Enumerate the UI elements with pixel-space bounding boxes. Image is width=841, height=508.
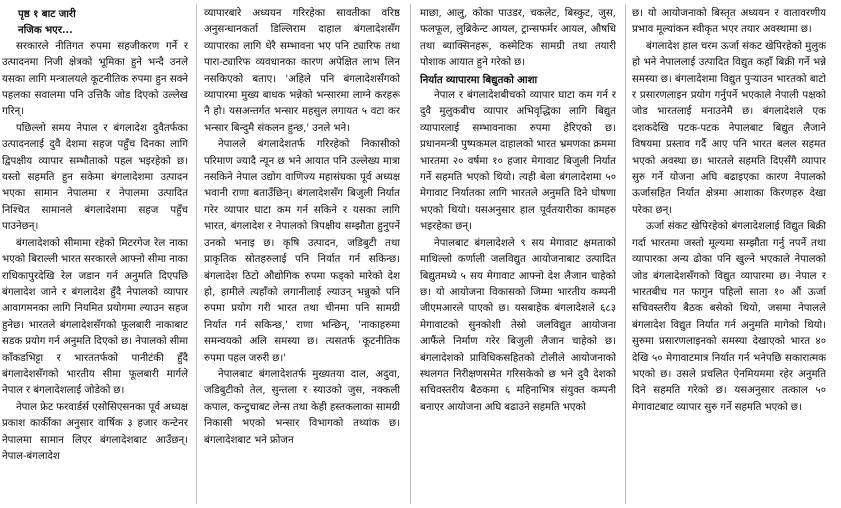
paragraph: ऊर्जा संकट खेपिरहेको बंगलादेशलाई विद्युत बिक्री गर्दा भारतमा जस्तो मूल्यमा सम्झौता गर्नु नपर्ने तथा व्यापारका अन्य ढोका पनि खुल्ने भएकाले नेपालको जोड बंगलादेशसँगको विद्युत व्यापारमा छ। नेपाल र भारतबीच गत फागुन पहिलो साता १० औं ऊर्जा सचिवस्तरीय बैठक बसेको थियो, जसमा नेपालले बंगलादेश विद्युत निर्यात गर्न अनुमति मागेको थियो। सुरुमा प्रसारणलाइनको समस्या देखाएको भारत ४० देखि ५० मेगावाटमात्र निर्यात गर्न भनेपछि सकारात्मक भएको छ। उसले प्रचलित ऐनमियममा रहेर अनुमति दिने सहमति गरेको छ। यसअनुसार तत्काल ५० मेगावाटबाट व्यापार सुरु गर्ने सहमति भएको छ। bbox=[632, 221, 826, 413]
article-column-1 bbox=[2, 6, 188, 506]
paragraph: नेपालले बंगलादेशतर्फ गरिरहेको निकासीको परिमाण ज्यादै न्यून छ भने आयात पनि उल्लेख्य मात्रा नसकिने नेपाल उद्योग वाणिज्य महासंघका पूर्व अध्यक्ष भवानी राणा बताउँछिन्। बंगलादेशसँग बिजुली निर्यात गरेर व्यापार घाटा कम गर्न सकिने र यसका लागि भारत, बंगलादेश र नेपालको त्रिपक्षीय सम्झौता हुनुपर्ने उनको भनाइ छ। कृषि उत्पादन, जडिबुटी तथा प्राकृतिक स्रोतहरुलाई पनि निर्यात गर्न सकिन्छ। बंगलादेश ठिटो औद्योगिक रुपमा फड्को मारेको देश हो, हामीले त्यहाँको लगानीलाई ल्याउन् भन्नुको पनि रुपमा प्रयोग गरी भारत तथा चीनमा पनि सामग्री निर्यात गर्न सकिन्छ,' राणा भन्छिन्, 'नाकाहरुमा समन्वयको अलि समस्या छ। त्यसतर्फ कूटनीतिक रुपमा पहल जरुरी छ।' bbox=[204, 139, 400, 364]
article-subheading: नजिक भएर... bbox=[18, 24, 73, 37]
paragraph: नेपाल र बंगलादेशबीचको व्यापार घाटा कम गर्न र दुवै मुलुकबीच व्यापार अभिवृद्धिका लागि बिद्युत व्यापारलाई सम्भावनाका रुपमा हेरिएको छ। प्रधानमन्त्री पुष्पकमल दाहालको भारत भ्रमणका क्रममा भारतमा २० वर्षमा १० हजार मेगावाट बिजुली निर्यात गर्ने सहमति भएको थियो। त्यही बेला बंगलादेशमा ५० मेगावाट निर्यातका लागि भारतले अनुमति दिने घोषणा भएको थियो। यसअनुसार हाल पूर्वतयारीका कामहरु भइरहेका छन्। bbox=[420, 90, 616, 233]
paragraph: सरकारले नीतिगत रुपमा सहजीकरण गर्ने र उत्पादनमा निजी क्षेत्रको भूमिका हुने भन्दै उनले यसका लागि मन्त्रालयले कूटनीतिक रुपमा हुन सक्ने पहलका सवालमा पनि उत्तिकै जोड दिएको उल्लेख गरिन्। bbox=[2, 40, 188, 118]
paragraph: नेपालबाट बंगलादेशले ९ सय मेगावाट क्षमताको माथिल्लो कर्णाली जलविद्युत आयोजनाबाट उत्पादित बिद्युतमध्ये ५ सय मेगावाट आफ्नो देश लैजान चाहेको छ। यो आयोजना विकासको जिम्मा भारतीय कम्पनी जीएमआरले पाएको छ। यसबाहेक बंगलादेशले ६८३ मेगावाटको सुनकोशी तेस्रो जलविद्युत आयोजना आफैंले निर्माण गरेर बिजुली लैजान चाहेको छ। बंगलादेशको प्राविधिकसहितको टोलीले आयोजनाको स्थलगत निरीक्षणसमेत गरिसकेको छ भने दुवै देशको सचिवस्तरीय बैठकमा ६ महिनाभित्र संयुक्त कम्पनी बनाएर आयोजना अघि बढाउने सहमति भएको bbox=[420, 237, 616, 413]
paragraph: पछिल्लो समय नेपाल र बंगलादेश दुवैतर्फका उत्पादनलाई दुवै देशमा सहज पहुँच दिनका लागि द्विपक्षीय व्यापार सम्भौताको पहल भइरहेको छ। यस्तो सहमति हुन सकेमा बंगलादेशमा उत्पादन भएका सामान नेपालमा र नेपालमा उत्पादित निश्चित सामानले बंगलादेशमा सहज पहुँच पाउनेछन्। bbox=[2, 122, 188, 233]
continued-from-label: पृष्ठ १ बाट जारी bbox=[18, 8, 76, 20]
section-subheading: निर्यात व्यापारमा बिद्युतको आशा bbox=[420, 73, 538, 86]
column-divider-3 bbox=[625, 4, 626, 504]
article-column-4 bbox=[632, 6, 826, 506]
paragraph: बंगलादेश हाल चरम ऊर्जा संकट खेपिरहेको मुलुक हो भने नेपाललाई उत्पादित विद्युत कहाँ बिक्री गर्ने भन्ने समस्या छ। बंगलादेशमा विद्युत पुऱ्याउन भारतको बाटो र प्रसारणलाइन प्रयोग गर्नुपर्ने भएकाले नेपाली पक्षको जोड भारतलाई मनाउनेमै छ। बंगलादेशले एक दशकदेखि पटक-पटक नेपालबाट बिद्युत लैजाने विषयमा प्रस्ताव गर्दै आए पनि भारत बलल सहमत भएको अवस्था छ। भारतले सहमति दिएसँगै व्यापार सुरु गर्ने योजना अघि बढाइएका कारण नेपालको ऊर्जासहित निर्यात क्षेत्रमा आशाका किरणहरु देखा परेका छन्। bbox=[632, 40, 826, 216]
column-divider-1 bbox=[196, 4, 197, 504]
paragraph: व्यापारबारे अध्ययन गरिरहेका सावतीका वरिष्ठ अनुसन्धानकर्ता डिल्लिराम दाहाल बंगलादेशसँग व्यापारका लागि धेरै सम्भावना भए पनि ट्यारिफ तथा पारा-ट्यारिफ व्यवधानका कारण अपेक्षित लाभ लिन नसकिएको बताए। 'अहिले पनि बंगलादेशसँगको व्यापारमा मुख्य बाधक भन्नेको भन्सारमा लाग्ने करहरू नै हो। यसअन्तर्गत भन्सार महसुल लगायत ५ वटा कर भन्सार बिन्दुमै संकलन हुन्छ,' उनले भने। bbox=[204, 8, 400, 134]
paragraph: बंगलादेशको सीमामा रहेको मिटरगेज रेल नाका भएको बिराल्ली भारत सरकारले आफ्नो सीमा नाका राधिकापुरदेखि रेल जडान गर्न अनुमति दिएपछि बंगलादेश जाने र बंगलादेश हुँदै नेपालको व्यापार आवागमनका लागि नियमित प्रयोगमा ल्याउन सहज हुनेछ। भारतले बंगलादेशसँगको फूलबारी नाकाबाट सडक प्रयोग गर्न अनुमति दिएको छ। नेपालको सीमा काँकडभिट्टा र भारततर्फको पानीटंकी हुँदै बंगलादेशसँगको भारतीय सीमा फूलबारी मार्गले नेपाल र बंगलादेशलाई जोडेको छ। bbox=[2, 237, 188, 397]
paragraph: छ। यो आयोजनाको बिस्तृत अध्ययन र वातावरणीय प्रभाव मूल्यांकन स्वीकृत भएर तयार अवस्थामा छ। bbox=[632, 8, 826, 36]
column-divider-2 bbox=[410, 4, 411, 504]
paragraph: नेपाल फ्रेट फरवार्डर्स एसोसिएसनका पूर्व अध्यक्ष प्रकाश कार्कीका अनुसार वार्षिक ३ हजार कन्टेनर नेपालमा सामान लिएर बंगलादेशबाट आउँछन्। नेपाल-बंगलादेश bbox=[2, 401, 188, 462]
paragraph: नेपालबाट बंगलादेशतर्फ मुख्यतया दाल, अदुवा, जडिबुटीको तेल, सुन्तला र स्याउको जुस, नक्कली कपाल, कन्टुचाबट लेन्स तथा केही हस्तकलाका सामग्री निकासी भएको भन्सार विभागको तथ्यांक छ। बंगलादेशबाट भने फ्रोजन bbox=[204, 368, 400, 446]
article-column-3 bbox=[420, 6, 616, 506]
paragraph: माछा, आलु, कोका पाउडर, चकलेट, बिस्कुट, जुस, फलफूल, लुब्रिकेन्ट आयल, ट्रान्सफर्मर आयल, औषधि तथा ब्याक्सिनहरू, कस्मेटिक सामग्री तथा तयारी पोशाक आयात हुने गरेको छ। bbox=[420, 8, 616, 69]
article-column-2 bbox=[204, 6, 400, 506]
